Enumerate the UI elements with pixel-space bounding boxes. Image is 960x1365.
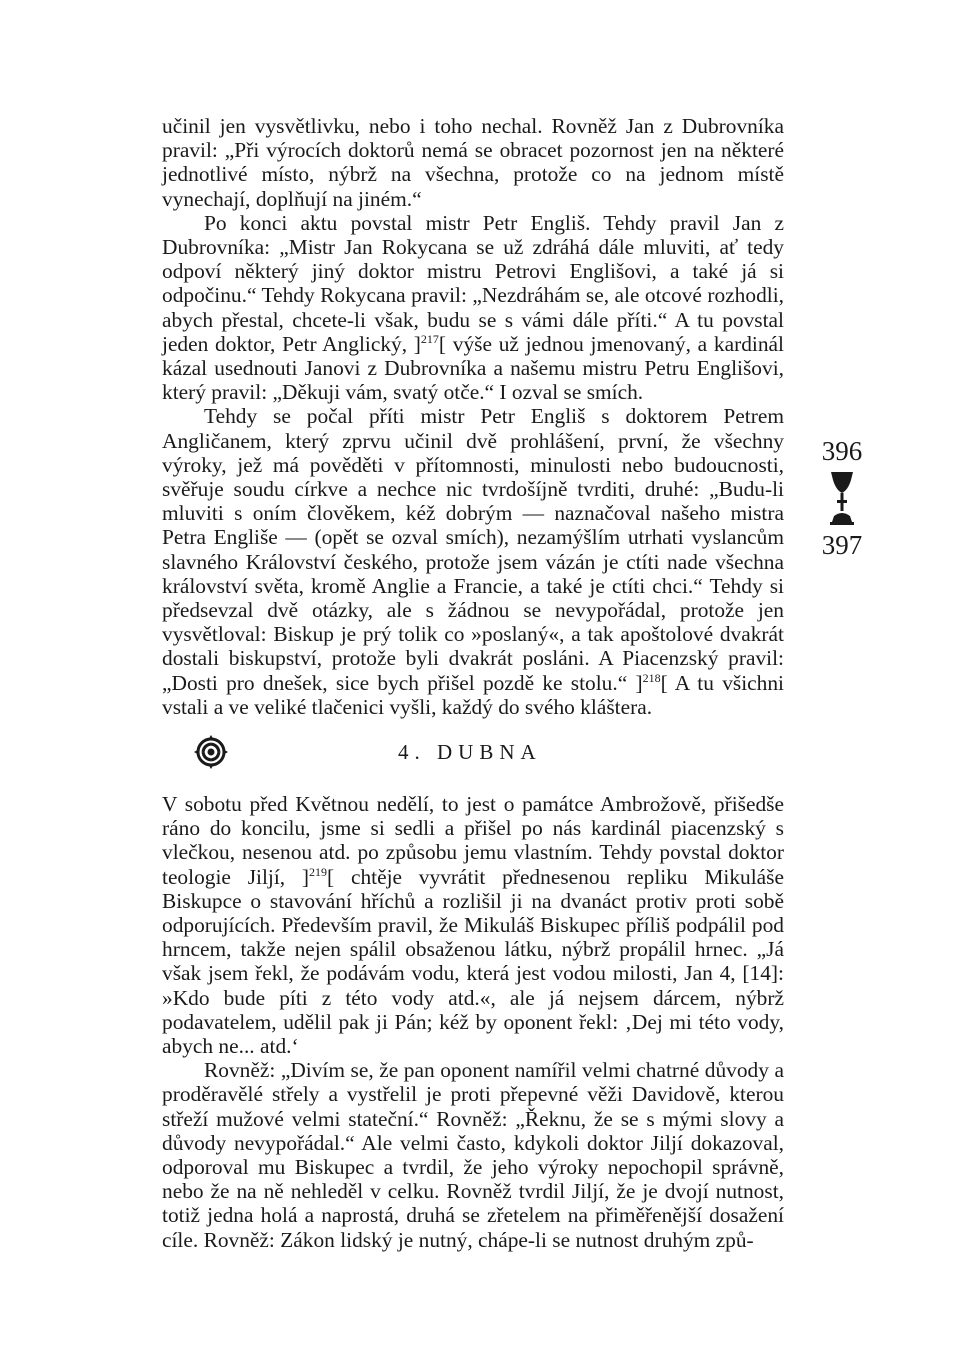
paragraph <box>162 404 784 719</box>
paragraph-text: Rovněž: „Divím se, že pan oponent namířil velmi chatrné důvody a proděravělé střely a vystřelil je proti přepevné věži Davidově, kterou střeží mužové velmi stateční.“ Rovněž: „Řeknu, že se s mými slovy a důvody nevypořádal.“ Ale velmi často, kdykoli doktor Jiljí dokazoval, odporoval mu Biskupec a tvrdil, že jeho výroky nepochopil správně, nebo že na ně nehleděl v celku. Rovněž tvrdil Jiljí, že je dvojí nutnost, totiž jedna holá a naprostá, druhá se zřetelem na přiměřenější dosažení cíle. Rovněž: Zákon lidský je nutný, chápe-li se nutnost druhým způ- <box>162 1058 784 1252</box>
margin-page-marker <box>806 436 878 560</box>
paragraph-text: [ A tu všichni vstali a ve veliké tlačenici vyšli, každý do svého kláštera. <box>162 670 784 719</box>
paragraph-text: učinil jen vysvětlivku, nebo i toho nechal. Rovněž Jan z Dubrovníka pravil: „Při výrocích doktorů nemá se obracet pozornost jen na některé jednotlivé místo, nýbrž na všechna, protože co na jednom místě vynechají, doplňují na jiném.“ <box>162 114 784 211</box>
text-block-top <box>162 114 784 719</box>
margin-page-number-upper: 396 <box>821 436 863 466</box>
margin-page-number-lower: 397 <box>821 530 863 560</box>
footnote-ref: 219 <box>309 864 328 879</box>
footnote-ref: 218 <box>642 670 661 685</box>
chalice-icon <box>829 470 855 528</box>
rosette-ornament-icon <box>194 735 228 769</box>
section-heading: 4. DUBNA <box>398 740 542 764</box>
text-block-bottom <box>162 792 784 1252</box>
paragraph-text: Po konci aktu povstal mistr Petr Engliš. Tehdy pravil Jan z Dubrovníka: „Mistr Jan Rokycana se už zdráhá dále mluviti, ať tedy odpoví některý jiný doktor mistru Petrovi Englišovi, a také já si odpočinu.“ Tehdy Rokycana pravil: „Nezdráhám se, ale otcové rozhodli, abych přestal, chcete-li však, budu se s vámi dále příti.“ A tu povstal jeden doktor, Petr Anglický, ] <box>162 210 784 356</box>
paragraph <box>162 1058 784 1252</box>
paragraph-text: V sobotu před Květnou nedělí, to jest o památce Ambrožově, přišedše ráno do koncilu, jsme si sedli a přišel po nás kardinál piacenzský s vlečkou, nesenou atd. po způsobu jemu vlastním. Tehdy povstal doktor teologie Jiljí, ] <box>162 792 784 889</box>
paragraph-text: Tehdy se počal příti mistr Petr Engliš s doktorem Petrem Angličanem, který zprvu učinil dvě prohlášení, první, že všechny výroky, jež má pověděti v přítomnosti, minulosti nebo budoucnosti, svěřuje soudu církve a nechce nic tvrdošíjně tvrditi, druhé: „Budu-li mluviti s oním člověkem, kéž dobrým — naznačoval našeho mistra Petra Engliše — (opět se ozval smích), nezamýšlím utrhati vyslancům slavného Království českého, protože jsem vázán je ctíti nade všechna království světa, kromě Anglie a Francie, a také je ctíti chci.“ Tehdy si předsevzal dvě otázky, ale s žádnou se nevypořádal, protože jen vysvětloval: Biskup je prý tolik co »poslaný«, a tak apoštolové dvakrát dostali biskupství, protože byli dvakrát posláni. A Piacenzský pravil: „Dosti pro dnešek, sice bych přišel pozdě ke stolu.“ ] <box>162 404 784 695</box>
paragraph-text: [ chtěje vyvrátit přednesenou repliku Mikuláše Biskupce o stavování hříchů a rozlišil ji na dvanáct protiv proti sobě odporujících. Především pravil, že Mikuláš Biskupec příliš podpálil pod hrncem, takže nejen spálil obsaženou látku, nýbrž propálil hrnec. „Já však jsem řekl, že podávám vodu, která jest vodou milosti, Jan 4, [14]: »Kdo bude píti z této vody atd.«, ale já nejsem dárcem, nýbrž podavatelem, udělil pak ji Pán; kéž by oponent řekl: ‚Dej mi této vody, abych ne... atd.‘ <box>162 864 784 1059</box>
paragraph <box>162 211 784 405</box>
paragraph <box>162 792 784 1058</box>
footnote-ref: 217 <box>420 331 439 346</box>
section-heading-row <box>162 732 784 776</box>
paragraph <box>162 114 784 211</box>
paragraph-text: [ výše už jednou jmenovaný, a kardinál kázal usednouti Janovi z Dubrovníka a našemu mistru Petru Englišovi, který pravil: „Děkuji vám, svatý otče.“ I ozval se smích. <box>162 331 784 405</box>
